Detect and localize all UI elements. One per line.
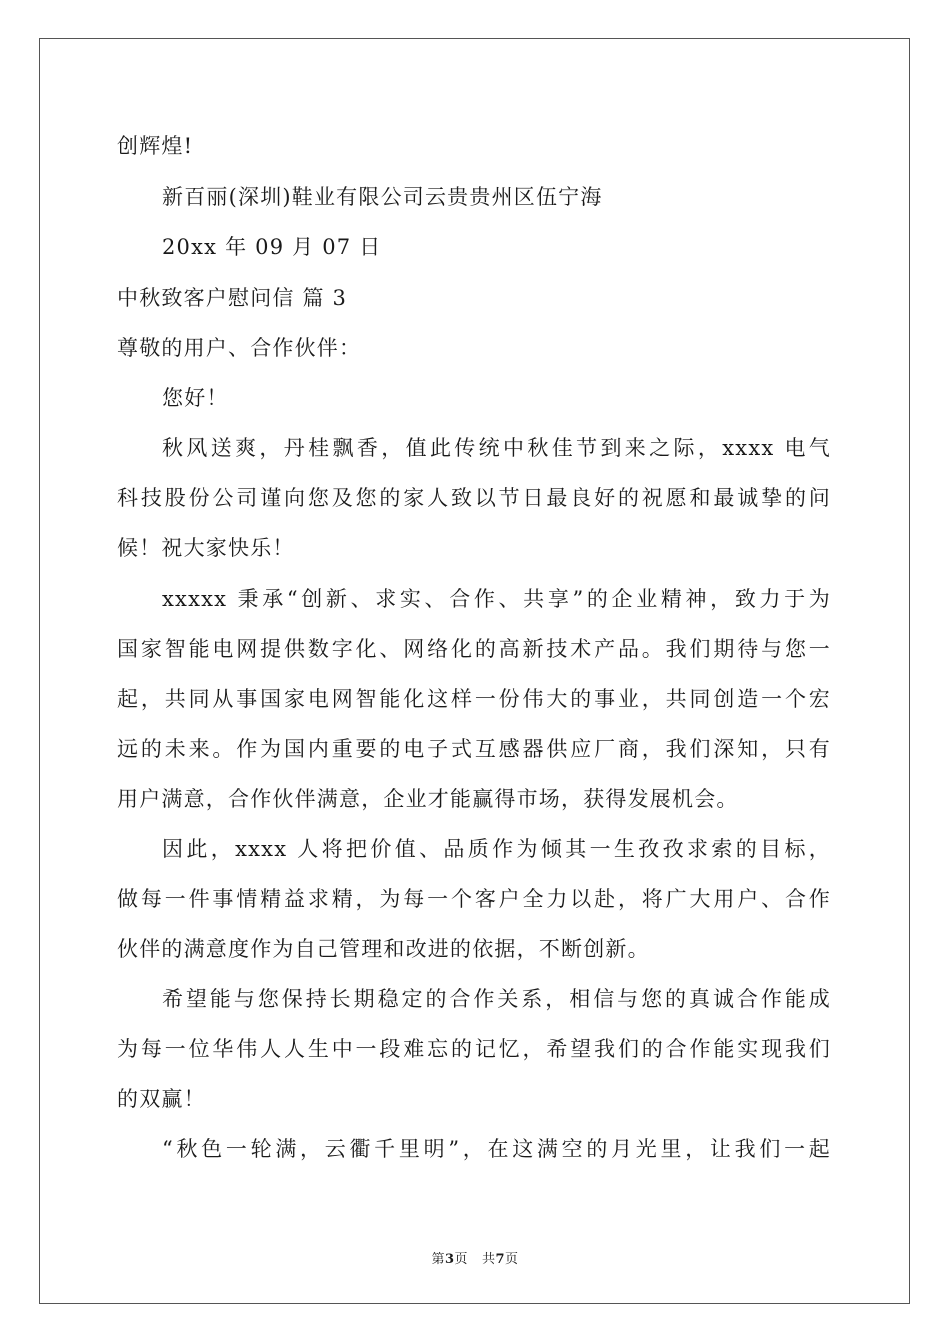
footer-page-number: 3 — [444, 1252, 455, 1267]
footer-total-prefix: 共 — [481, 1252, 496, 1267]
paragraph-line: xxxxx 秉承“创新、求实、合作、共享”的企业精神，致力于为 — [162, 587, 831, 611]
paragraph-line: 起，共同从事国家电网智能化这样一份伟大的事业，共同创造一个宏 — [117, 687, 831, 711]
paragraph-line: 科技股份公司谨向您及您的家人致以节日最良好的祝愿和最诚挚的问 — [117, 486, 831, 510]
footer-page-suffix: 页 — [454, 1252, 469, 1267]
paragraph-line: 伙伴的满意度作为自己管理和改进的依据，不断创新。 — [117, 937, 650, 961]
paragraph-line: 因此，xxxx 人将把价值、品质作为倾其一生孜孜求索的目标， — [162, 837, 831, 861]
paragraph-line: 候！祝大家快乐！ — [117, 536, 295, 560]
greeting: 您好！ — [162, 386, 229, 410]
footer-total-suffix: 页 — [505, 1252, 519, 1267]
page-footer — [0, 1248, 950, 1267]
paragraph-line: 的双赢！ — [117, 1087, 206, 1111]
paragraph-line: 远的未来。作为国内重要的电子式互感器供应厂商，我们深知，只有 — [117, 737, 831, 761]
paragraph-line: 用户满意，合作伙伴满意，企业才能赢得市场，获得发展机会。 — [117, 787, 739, 811]
section-heading: 中秋致客户慰问信 篇 3 — [117, 286, 348, 310]
page-border — [39, 38, 910, 1304]
salutation: 尊敬的用户、合作伙伴： — [117, 336, 362, 360]
footer-total-pages: 7 — [495, 1252, 506, 1267]
paragraph-line: 做每一件事情精益求精，为每一个客户全力以赴，将广大用户、合作 — [117, 887, 831, 911]
date-line: 20xx 年 09 月 07 日 — [162, 235, 382, 259]
signature-line: 新百丽(深圳)鞋业有限公司云贵贵州区伍宁海 — [162, 185, 603, 209]
paragraph-line: 为每一位华伟人人生中一段难忘的记忆，希望我们的合作能实现我们 — [117, 1037, 831, 1061]
footer-page-prefix: 第 — [431, 1252, 445, 1267]
paragraph-line: 国家智能电网提供数字化、网络化的高新技术产品。我们期待与您一 — [117, 637, 831, 661]
paragraph-line: 秋风送爽，丹桂飘香，值此传统中秋佳节到来之际，xxxx 电气 — [162, 436, 831, 460]
paragraph-line: 希望能与您保持长期稳定的合作关系，相信与您的真诚合作能成 — [162, 987, 831, 1011]
paragraph-line: “秋色一轮满，云衢千里明”，在这满空的月光里，让我们一起 — [162, 1137, 831, 1161]
text-line: 创辉煌! — [117, 134, 194, 158]
